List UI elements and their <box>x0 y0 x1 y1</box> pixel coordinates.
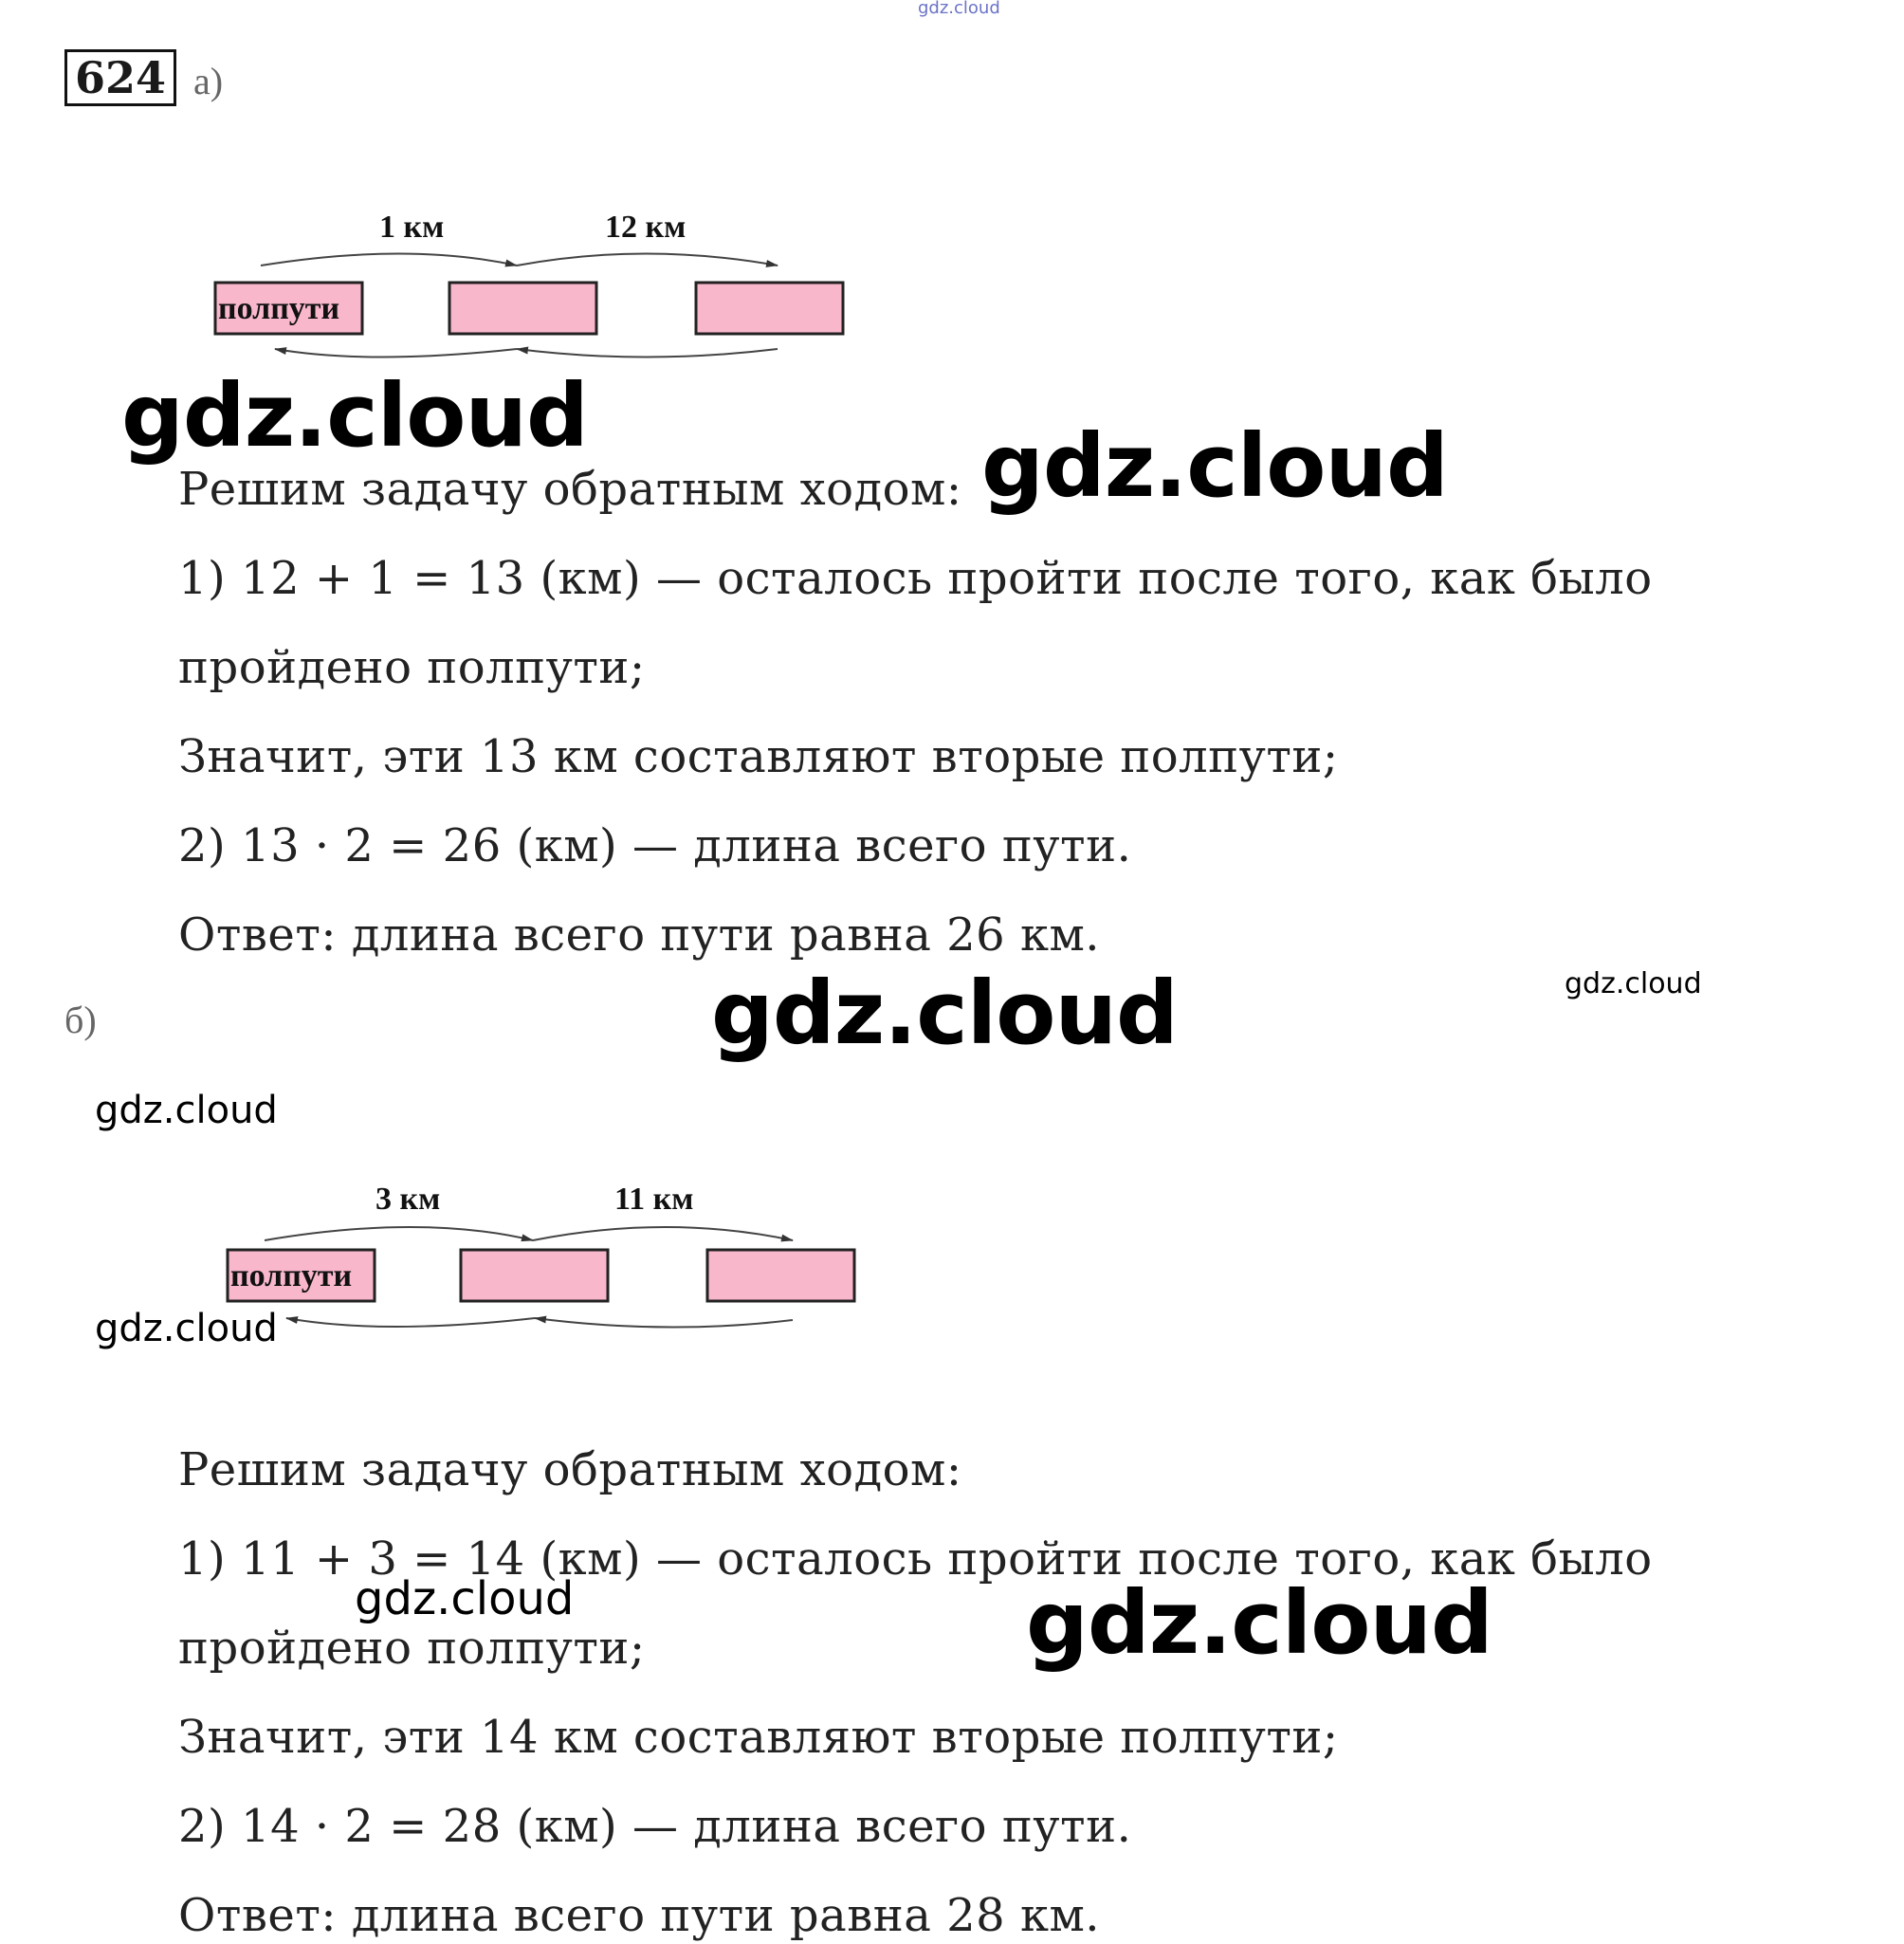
arrow-back-1 <box>517 349 778 358</box>
arrow-1 <box>261 254 517 266</box>
arrow-2 <box>533 1227 793 1240</box>
arrow-back-1 <box>535 1318 793 1328</box>
part-b-label: б) <box>64 999 97 1041</box>
part-a-line-1: Решим задачу обратным ходом: <box>178 463 962 516</box>
watermark: gdz.cloud <box>1565 967 1702 1000</box>
part-b-answer: Ответ: длина всего пути равна 28 км. <box>178 1889 1101 1942</box>
distance-2-label: 12 км <box>605 210 687 245</box>
part-a-line-2: 1) 12 + 1 = 13 (км) — осталось пройти после того, как было <box>178 552 1653 605</box>
watermark: gdz.cloud <box>981 415 1448 517</box>
watermark: gdz.cloud <box>1026 1572 1492 1674</box>
distance-1-label: 3 км <box>375 1182 441 1217</box>
watermark: gdz.cloud <box>95 1307 278 1350</box>
part-a-label: а) <box>193 60 224 102</box>
part-a-line-3: пройдено полпути; <box>178 641 646 694</box>
part-b-line-2: 1) 11 + 3 = 14 (км) — осталось пройти после того, как было <box>178 1532 1653 1586</box>
part-b-line-4: Значит, эти 14 км составляют вторые полпути; <box>178 1711 1339 1764</box>
watermark: gdz.cloud <box>711 963 1178 1064</box>
watermark: gdz.cloud <box>121 365 588 467</box>
distance-2-label: 11 км <box>614 1182 694 1217</box>
distance-1-label: 1 км <box>379 210 445 245</box>
watermark: gdz.cloud <box>95 1089 278 1132</box>
problem-number: 624 <box>64 49 176 106</box>
watermark-top: gdz.cloud <box>918 0 1000 18</box>
part-a-line-4: Значит, эти 13 км составляют вторые полпути; <box>178 730 1339 783</box>
part-a-answer: Ответ: длина всего пути равна 26 км. <box>178 908 1101 962</box>
part-a-diagram <box>199 194 863 365</box>
segment-box-2 <box>461 1250 608 1301</box>
part-b-line-1: Решим задачу обратным ходом: <box>178 1443 962 1496</box>
segment-box-label: полпути <box>218 291 340 326</box>
arrow-1 <box>265 1227 533 1240</box>
part-b-diagram <box>212 1165 876 1335</box>
part-b-line-5: 2) 14 · 2 = 28 (км) — длина всего пути. <box>178 1800 1132 1853</box>
part-a-line-5: 2) 13 · 2 = 26 (км) — длина всего пути. <box>178 819 1132 872</box>
watermark: gdz.cloud <box>355 1572 575 1625</box>
part-b-line-3: пройдено полпути; <box>178 1622 646 1675</box>
arrow-back-2 <box>286 1318 535 1327</box>
segment-box-label: полпути <box>230 1258 353 1293</box>
arrow-back-2 <box>275 349 517 358</box>
arrow-2 <box>517 254 778 266</box>
segment-box-3 <box>707 1250 854 1301</box>
segment-box-2 <box>449 283 596 334</box>
segment-box-3 <box>696 283 843 334</box>
